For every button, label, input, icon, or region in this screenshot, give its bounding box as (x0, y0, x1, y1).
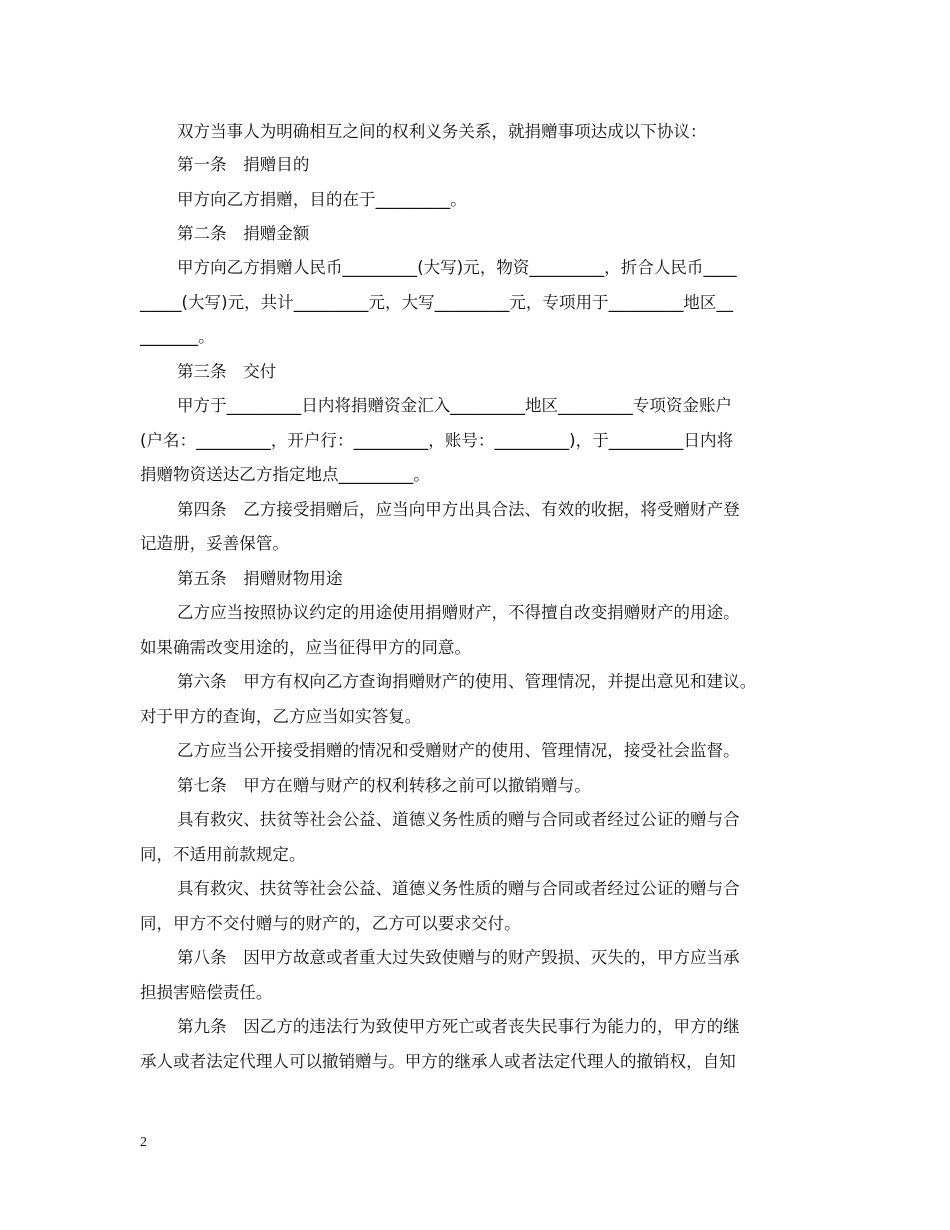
text-line: 第九条 因乙方的违法行为致使甲方死亡或者丧失民事行为能力的，甲方的继 (177, 1017, 740, 1036)
text-line: 甲方于_________日内将捐赠资金汇入_________地区_________专项资金账户 (177, 396, 733, 415)
text-line: _______。 (140, 327, 215, 346)
text-line: 第二条 捐赠金额 (177, 224, 310, 243)
text-line: 乙方应当按照协议约定的用途使用捐赠财产，不得擅自改变捐赠财产的用途。 (177, 603, 740, 622)
text-line: 第八条 因甲方故意或者重大过失致使赠与的财产毁损、灭失的，甲方应当承 (177, 948, 740, 967)
text-line: 第四条 乙方接受捐赠后，应当向甲方出具合法、有效的收据，将受赠财产登 (177, 500, 740, 519)
text-line: 甲方向乙方捐赠人民币_________(大写)元，物资_________，折合人民币____ (177, 258, 737, 277)
text-line: 对于甲方的查询，乙方应当如实答复。 (140, 707, 422, 726)
text-line: 记造册，妥善保管。 (140, 534, 289, 553)
text-line: 乙方应当公开接受捐赠的情况和受赠财产的使用、管理情况，接受社会监督。 (177, 741, 740, 760)
text-line: 第一条 捐赠目的 (177, 155, 310, 174)
text-line: 如果确需改变用途的，应当征得甲方的同意。 (140, 638, 471, 657)
text-line: _____(大写)元，共计_________元，大写_________元，专项用于_________地区__ (140, 293, 734, 312)
text-line: 承人或者法定代理人可以撤销赠与。甲方的继承人或者法定代理人的撤销权，自知 (140, 1052, 736, 1071)
text-line: (户名：_________，开户行：_________，账号：_________)，于_________日内将 (140, 431, 734, 450)
page-number: 2 (140, 1135, 147, 1150)
text-line: 第三条 交付 (177, 362, 277, 381)
text-line: 具有救灾、扶贫等社会公益、道德义务性质的赠与合同或者经过公证的赠与合 (177, 810, 740, 829)
text-line: 捐赠物资送达乙方指定地点_________。 (140, 465, 430, 484)
text-line: 第七条 甲方在赠与财产的权利转移之前可以撤销赠与。 (177, 776, 591, 795)
text-line: 同，不适用前款规定。 (140, 845, 306, 864)
text-line: 甲方向乙方捐赠，目的在于_________。 (177, 190, 467, 209)
text-line: 担损害赔偿责任。 (140, 983, 273, 1002)
text-line: 第五条 捐赠财物用途 (177, 569, 343, 588)
text-line: 具有救灾、扶贫等社会公益、道德义务性质的赠与合同或者经过公证的赠与合 (177, 879, 740, 898)
text-line: 第六条 甲方有权向乙方查询捐赠财产的使用、管理情况，并提出意见和建议。 (177, 672, 757, 691)
text-line: 同，甲方不交付赠与的财产的，乙方可以要求交付。 (140, 914, 521, 933)
text-line: 双方当事人为明确相互之间的权利义务关系，就捐赠事项达成以下协议： (177, 122, 707, 141)
